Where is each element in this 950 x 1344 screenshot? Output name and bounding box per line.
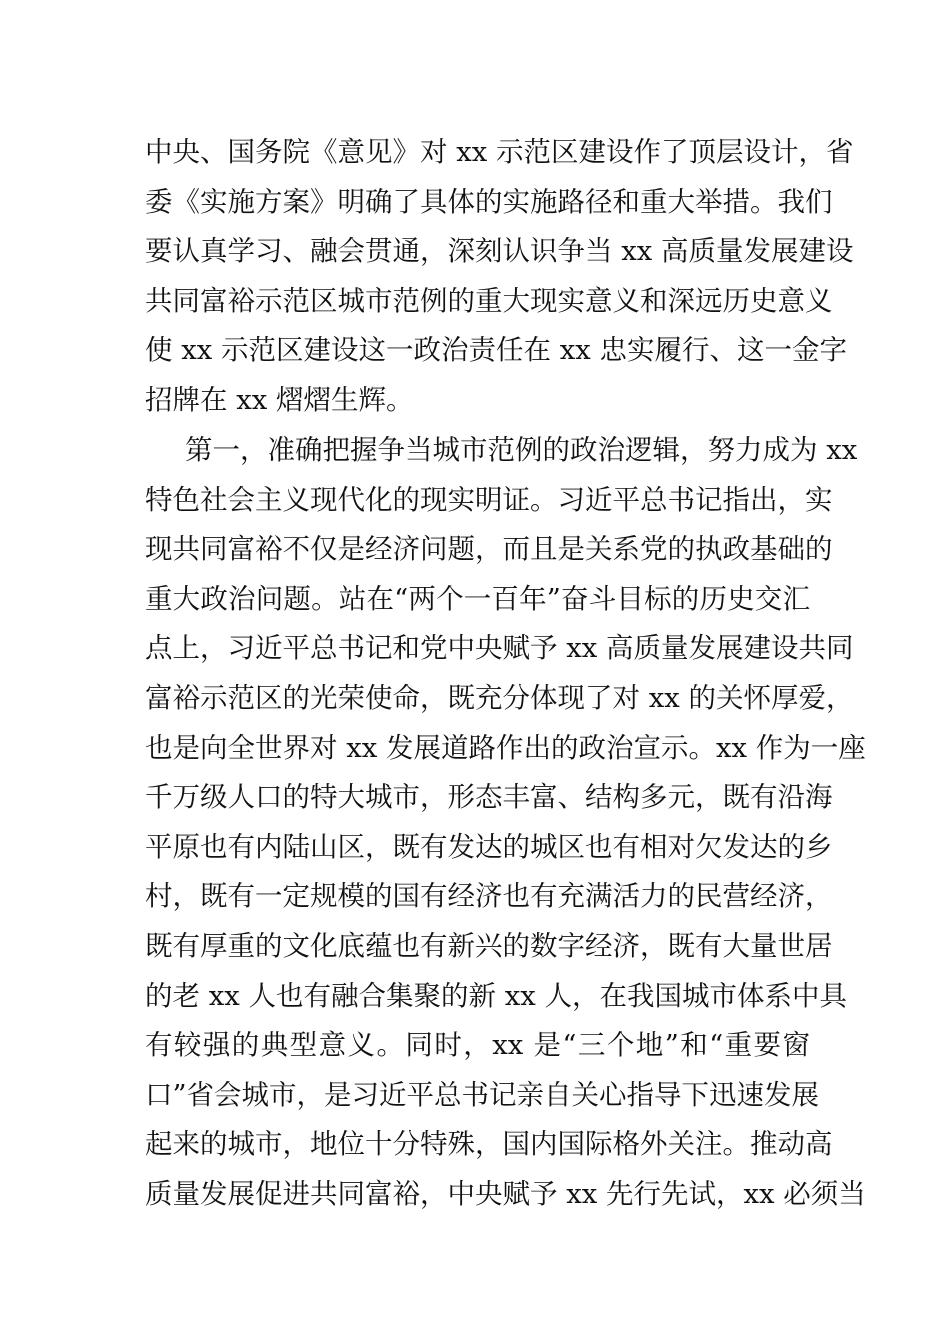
paragraph-line: 共同富裕示范区城市范例的重大现实意义和深远历史意义 xyxy=(145,284,833,317)
paragraph-line: 点上，习近平总书记和党中央赋予 xx 高质量发展建设共同 xyxy=(145,632,854,665)
paragraph-line: 中央、国务院《意见》对 xx 示范区建设作了顶层设计，省 xyxy=(145,136,854,168)
paragraph-line: 重大政治问题。站在“两个一百年”奋斗目标的历史交汇 xyxy=(145,582,810,615)
paragraph-2 xyxy=(145,426,866,1220)
paragraph-line: 第一，准确把握争当城市范例的政治逻辑，努力成为 xx xyxy=(185,434,858,466)
paragraph-line: 村，既有一定规模的国有经济也有充满活力的民营经济， xyxy=(145,880,833,913)
paragraph-line: 现共同富裕不仅是经济问题，而且是关系党的执政基础的 xyxy=(145,533,833,566)
paragraph-line: 使 xx 示范区建设这一政治责任在 xx 忠实履行、这一金字 xyxy=(145,334,847,367)
paragraph-line: 特色社会主义现代化的现实明证。习近平总书记指出，实 xyxy=(145,483,833,516)
paragraph-line: 平原也有内陆山区，既有发达的城区也有相对欠发达的乡 xyxy=(145,830,833,863)
paragraph-line: 千万级人口的特大城市，形态丰富、结构多元，既有沿海 xyxy=(145,781,833,814)
paragraph-line: 起来的城市，地位十分特殊，国内国际格外关注。推动高 xyxy=(145,1128,833,1161)
paragraph-line: 质量发展促进共同富裕，中央赋予 xx 先行先试，xx 必须当 xyxy=(145,1177,866,1210)
paragraph-line: 的老 xx 人也有融合集聚的新 xx 人，在我国城市体系中具 xyxy=(145,979,847,1012)
paragraph-line: 要认真学习、融会贯通，深刻认识争当 xx 高质量发展建设 xyxy=(145,235,854,268)
paragraph-line: 既有厚重的文化底蕴也有新兴的数字经济，既有大量世居 xyxy=(145,929,833,962)
paragraph-line: 有较强的典型意义。同时，xx 是“三个地”和“重要窗 xyxy=(145,1029,810,1062)
paragraph-line: 口”省会城市，是习近平总书记亲自关心指导下迅速发展 xyxy=(145,1078,820,1111)
paragraph-1 xyxy=(145,128,854,426)
paragraph-line: 富裕示范区的光荣使命，既充分体现了对 xx 的关怀厚爱， xyxy=(145,681,854,714)
paragraph-line: 招牌在 xx 熠熠生辉。 xyxy=(145,383,414,416)
paragraph-line: 也是向全世界对 xx 发展道路作出的政治宣示。xx 作为一座 xyxy=(145,731,866,764)
paragraph-line: 委《实施方案》明确了具体的实施路径和重大举措。我们 xyxy=(145,185,833,218)
